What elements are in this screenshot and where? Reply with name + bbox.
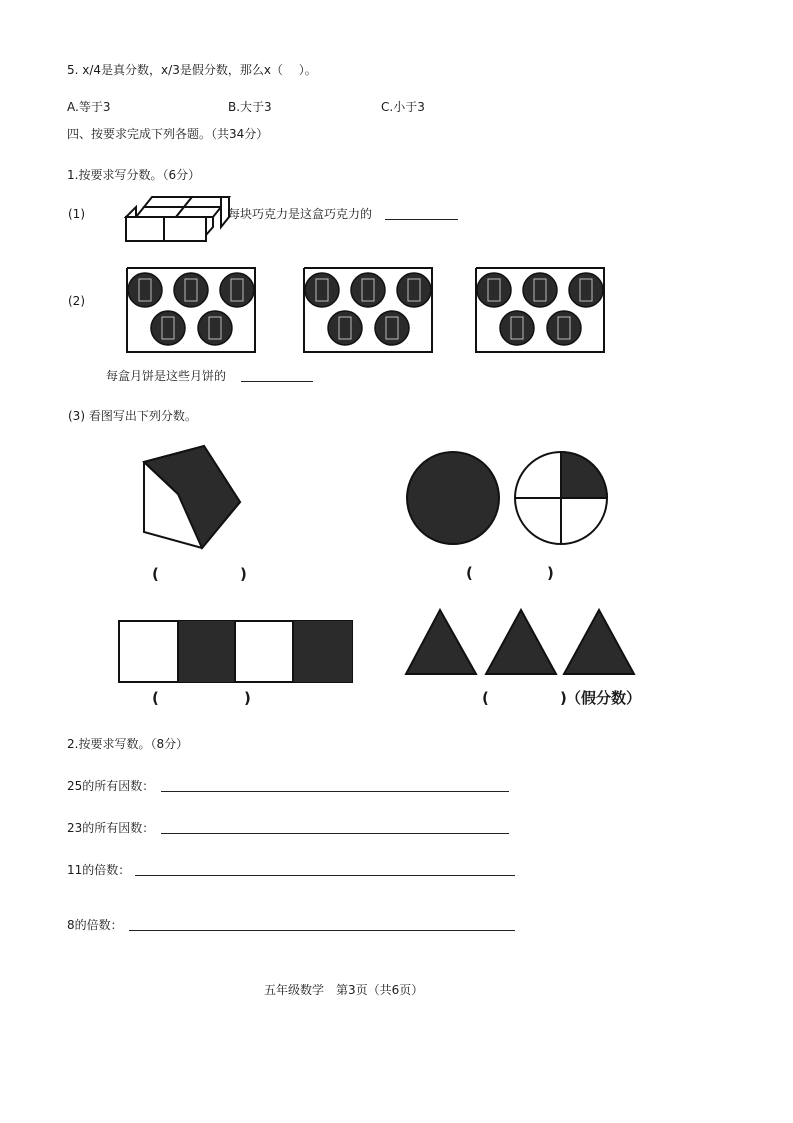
mooncake-icon [198,311,232,345]
multiples-11-answer-line[interactable] [135,875,515,876]
q5-stem: 5. x/4是真分数，x/3是假分数，那么x（ ）。 [67,63,317,77]
mooncake-icon [174,273,208,307]
mooncake-box-1 [125,266,257,354]
quarter-shaded-circle [512,450,610,546]
mooncake-icon [523,273,557,307]
mooncake-icon [128,273,162,307]
mooncake-icon [351,273,385,307]
section4-heading: 四、按要求完成下列各题。（共34分） [67,127,269,141]
mooncake-icon [569,273,603,307]
improper-fraction-note: （假分数） [566,689,642,707]
mooncake-icon [547,311,581,345]
item1-label: (1) [68,207,85,221]
mooncake-icon [500,311,534,345]
page-footer: 五年级数学 第3页（共6页） [264,983,424,997]
p2-title: 2.按要求写数。（8分） [67,737,189,751]
mooncake-icon [477,273,511,307]
multiples-8-label: 8的倍数： [67,918,123,932]
mooncake-icon [375,311,409,345]
item2-answer-line[interactable] [241,381,313,382]
multiples-11-label: 11的倍数： [67,863,131,877]
mooncake-icon [151,311,185,345]
paren-open-3: ( [152,689,159,707]
paren-open-4: ( [482,689,489,707]
paren-close-3: ) [244,689,251,707]
p1-title: 1.按要求写分数。（6分） [67,168,201,182]
paren-open-2: ( [466,564,473,582]
paren-close-1: ) [240,565,247,583]
mooncake-icon [328,311,362,345]
paren-close-4: ) [560,689,567,707]
paren-open-1: ( [152,565,159,583]
mooncake-box-3 [474,266,606,354]
mooncake-icon [220,273,254,307]
item1-text: 每块巧克力是这盒巧克力的 [228,207,373,221]
full-shaded-circle [404,450,502,546]
multiples-8-answer-line[interactable] [129,930,515,931]
chocolate-box-icon [124,195,234,245]
q5-option-b: B.大于3 [228,100,272,114]
factors-25-label: 25的所有因数： [67,779,155,793]
factors-23-label: 23的所有因数： [67,821,155,835]
factors-25-answer-line[interactable] [161,791,509,792]
item1-answer-line[interactable] [385,219,458,220]
mooncake-icon [305,273,339,307]
paren-close-2: ) [547,564,554,582]
item3-label: (3) 看图写出下列分数。 [68,409,197,423]
factors-23-answer-line[interactable] [161,833,509,834]
mooncake-icon [397,273,431,307]
segmented-bar-figure [118,620,354,684]
shaded-triangles-figure [404,608,636,676]
shaded-square-figure [140,444,244,550]
mooncake-box-2 [302,266,434,354]
q5-option-c: C.小于3 [381,100,425,114]
item2-text: 每盒月饼是这些月饼的 [106,369,227,383]
q5-option-a: A.等于3 [67,100,111,114]
item2-label: (2) [68,294,85,308]
